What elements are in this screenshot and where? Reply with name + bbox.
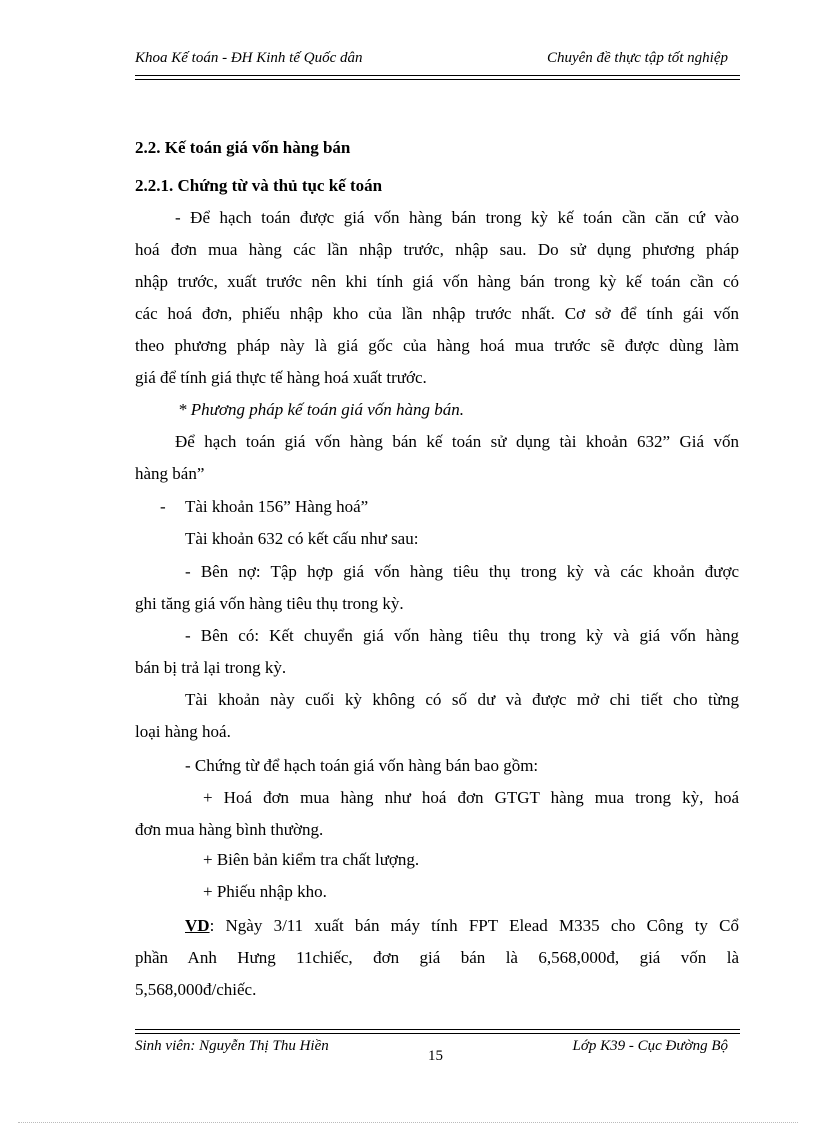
footer-rule <box>135 1029 740 1030</box>
paragraph-line: hoá đơn mua hàng các lần nhập trước, nhập sau. Do sử dụng phương pháp <box>135 240 739 259</box>
paragraph-line: giá để tính giá thực tế hàng hoá xuất trước. <box>135 368 427 387</box>
header-rule-2 <box>135 79 740 80</box>
document-item: + Hoá đơn mua hàng như hoá đơn GTGT hàng mua trong kỳ, hoá <box>203 788 739 807</box>
balance-line: Tài khoản này cuối kỳ không có số dư và được mở chi tiết cho từng <box>185 690 739 709</box>
method-heading: * Phương pháp kế toán giá vốn hàng bán. <box>178 400 465 419</box>
document-item: + Phiếu nhập kho. <box>203 882 327 901</box>
example-first-line <box>185 916 739 936</box>
credit-line: bán bị trả lại trong kỳ. <box>135 658 287 677</box>
paragraph-line: - Để hạch toán được giá vốn hàng bán trong kỳ kế toán cần căn cứ vào <box>175 208 739 227</box>
section-heading: 2.2. Kế toán giá vốn hàng bán <box>135 138 351 157</box>
bullet-dash: - <box>160 497 166 516</box>
paragraph-line: nhập trước, xuất trước nên khi tính giá vốn hàng bán trong kỳ kế toán cần có <box>135 272 739 291</box>
page-header <box>135 48 740 70</box>
paragraph-line: Để hạch toán giá vốn hàng bán kế toán sử dụng tài khoản 632” Giá vốn <box>175 432 739 451</box>
example-line: : Ngày 3/11 xuất bán máy tính FPT Elead M335 cho Công ty Cổ <box>209 916 739 935</box>
footer-class: Lớp K39 - Cục Đường Bộ <box>572 1038 728 1054</box>
subsection-heading: 2.2.1. Chứng từ và thủ tục kế toán <box>135 176 383 195</box>
page-number: 15 <box>428 1048 443 1064</box>
footer-student: Sinh viên: Nguyễn Thị Thu Hiền <box>135 1038 329 1054</box>
balance-line: loại hàng hoá. <box>135 722 231 741</box>
header-faculty: Khoa Kế toán - ĐH Kinh tế Quốc dân <box>135 50 363 66</box>
header-rule <box>135 75 740 76</box>
documents-line: - Chứng từ để hạch toán giá vốn hàng bán bao gồm: <box>185 756 539 775</box>
debit-line: ghi tăng giá vốn hàng tiêu thụ trong kỳ. <box>135 594 404 613</box>
credit-line: - Bên có: Kết chuyển giá vốn hàng tiêu thụ trong kỳ và giá vốn hàng <box>185 626 739 645</box>
paragraph-line: các hoá đơn, phiếu nhập kho của lần nhập trước nhất. Cơ sở để tính gái vốn <box>135 304 739 323</box>
header-title: Chuyên đề thực tập tốt nghiệp <box>546 50 728 66</box>
example-line: 5,568,000đ/chiếc. <box>135 980 257 999</box>
footer-rule-2 <box>135 1033 740 1034</box>
structure-line: Tài khoản 632 có kết cấu như sau: <box>185 529 419 548</box>
bullet-text: Tài khoản 156” Hàng hoá” <box>185 497 369 516</box>
document-item: + Biên bản kiểm tra chất lượng. <box>203 850 420 869</box>
paragraph-line: hàng bán” <box>135 464 205 483</box>
document-item: đơn mua hàng bình thường. <box>135 820 324 839</box>
example-label: VD <box>185 916 210 935</box>
paragraph-line: theo phương pháp này là giá gốc của hàng hoá mua trước sẽ được dùng làm <box>135 336 739 355</box>
example-line: phần Anh Hưng 11chiếc, đơn giá bán là 6,568,000đ, giá vốn là <box>135 948 739 967</box>
debit-line: - Bên nợ: Tập hợp giá vốn hàng tiêu thụ trong kỳ và các khoản được <box>185 562 739 581</box>
